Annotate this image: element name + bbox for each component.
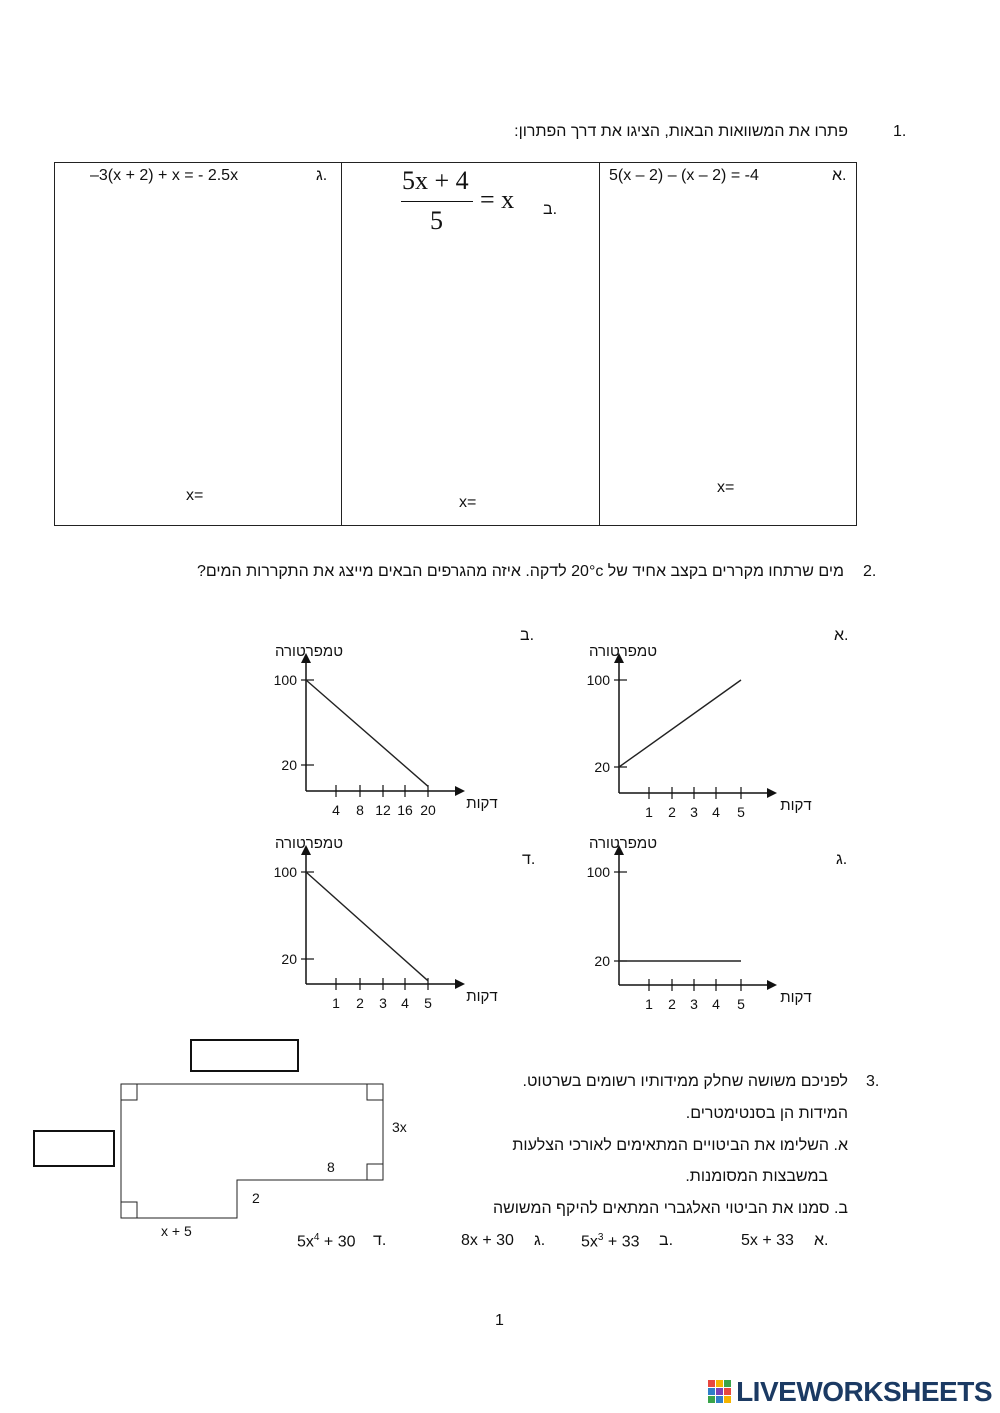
x-tick-label: 1 — [645, 996, 653, 1012]
x-tick-label: 8 — [356, 802, 364, 818]
y-axis-title: טמפרטורה — [274, 835, 344, 852]
eq-a-text: 5(x – 2) – (x – 2) = -4 — [609, 167, 759, 184]
x-tick-label: 1 — [332, 995, 340, 1011]
option-c-expr[interactable]: 8x + 30 — [461, 1232, 514, 1249]
dim-bottom: x + 5 — [161, 1223, 192, 1239]
right-angle-mark — [367, 1084, 383, 1100]
eq-b-label: ב. — [543, 201, 558, 218]
graph-c-label: ג. — [836, 851, 848, 868]
x-tick-label: 3 — [690, 804, 698, 820]
q3-line-2: המידות הן בסנטימטרים. — [685, 1105, 848, 1122]
option-b-expr[interactable]: $5x^3 + 33$ — [581, 1232, 640, 1251]
x-axis-title: דקות — [780, 989, 812, 1006]
q2-number: 2. — [863, 563, 877, 580]
y-tick-label: 100 — [586, 672, 610, 688]
x-tick-label: 5 — [424, 995, 432, 1011]
eq-b-answer[interactable]: x= — [459, 494, 477, 511]
left-side-answer-box[interactable] — [33, 1130, 115, 1167]
graph-a-label: א. — [834, 627, 849, 644]
q3-number: 3. — [866, 1073, 880, 1090]
option-a-label[interactable]: א. — [814, 1232, 829, 1249]
eq-b-numerator: 5x + 4 — [402, 166, 469, 195]
eq-a-label: א. — [832, 167, 847, 184]
x-tick-label: 2 — [668, 996, 676, 1012]
right-angle-mark — [121, 1084, 137, 1100]
logo-grid-icon — [708, 1380, 732, 1404]
x-tick-label: 5 — [737, 996, 745, 1012]
y-tick-label: 100 — [273, 864, 297, 880]
x-tick-label: 4 — [332, 802, 340, 818]
eq-c-text: –3(x + 2) + x = - 2.5x — [90, 167, 239, 184]
x-tick-label: 16 — [397, 802, 413, 818]
liveworksheets-logo — [708, 1377, 992, 1407]
x-tick-label: 20 — [420, 802, 436, 818]
top-side-answer-box[interactable] — [190, 1039, 299, 1072]
x-tick-label: 1 — [645, 804, 653, 820]
q3-line-4: במשבצות המסומנות. — [685, 1168, 828, 1185]
q1-instruction: פתרו את המשוואות הבאות, הציגו את דרך הפתרון: — [514, 123, 848, 140]
right-angle-mark — [121, 1202, 137, 1218]
q3-line-5: ב. סמנו את הביטוי האלגברי המתאים להיקף המשושה — [492, 1200, 848, 1217]
y-tick-label: 20 — [594, 953, 610, 969]
q3-line-3: א. השלימו את הביטויים המתאימים לאורכי הצלעות — [512, 1137, 848, 1154]
x-tick-label: 4 — [401, 995, 409, 1011]
q3-line-1: לפניכם משושה שחלק ממידותיו רשומים בשרטוט. — [522, 1073, 848, 1090]
x-tick-label: 3 — [379, 995, 387, 1011]
y-tick-label: 100 — [586, 864, 610, 880]
y-tick-label: 20 — [594, 759, 610, 775]
eq-b-rhs: = x — [480, 185, 515, 214]
option-d-expr[interactable]: $5x^4 + 30$ — [297, 1232, 356, 1251]
page-number: 1 — [495, 1312, 504, 1329]
x-tick-label: 3 — [690, 996, 698, 1012]
graph-d-label: ד. — [522, 851, 536, 868]
y-tick-label: 100 — [273, 672, 297, 688]
q1-number: 1. — [893, 123, 907, 140]
x-tick-label: 12 — [375, 802, 391, 818]
option-c-label[interactable]: ג. — [534, 1232, 546, 1249]
x-tick-label: 5 — [737, 804, 745, 820]
x-axis-title: דקות — [466, 988, 498, 1005]
x-axis-title: דקות — [466, 795, 498, 812]
eq-b-denominator: 5 — [430, 206, 443, 235]
right-angle-mark — [367, 1164, 383, 1180]
y-axis-title: טמפרטורה — [588, 643, 658, 660]
y-tick-label: 20 — [281, 951, 297, 967]
dim-right: 3x — [392, 1119, 407, 1135]
x-axis-title: דקות — [780, 797, 812, 814]
option-d-label[interactable]: ד. — [373, 1232, 387, 1249]
x-tick-label: 2 — [668, 804, 676, 820]
option-a-expr[interactable]: 5x + 33 — [741, 1232, 794, 1249]
graph-b-label: ב. — [520, 627, 535, 644]
y-axis-title: טמפרטורה — [274, 643, 344, 660]
dim-step: 2 — [252, 1190, 260, 1206]
eq-c-label: ג. — [316, 167, 328, 184]
eq-c-answer[interactable]: x= — [186, 487, 204, 504]
x-tick-label: 4 — [712, 996, 720, 1012]
option-b-label[interactable]: ב. — [659, 1232, 674, 1249]
brand-name: LIVEWORKSHEETS — [736, 1376, 992, 1407]
y-tick-label: 20 — [281, 757, 297, 773]
q2-question: מים שרתחו מקררים בקצב אחיד של 20°c לדקה. איזה מהגרפים הבאים מייצג את התקררות המים? — [196, 563, 844, 580]
x-tick-label: 2 — [356, 995, 364, 1011]
dim-mid: 8 — [327, 1159, 335, 1175]
eq-a-answer[interactable]: x= — [717, 479, 735, 496]
x-tick-label: 4 — [712, 804, 720, 820]
y-axis-title: טמפרטורה — [588, 835, 658, 852]
